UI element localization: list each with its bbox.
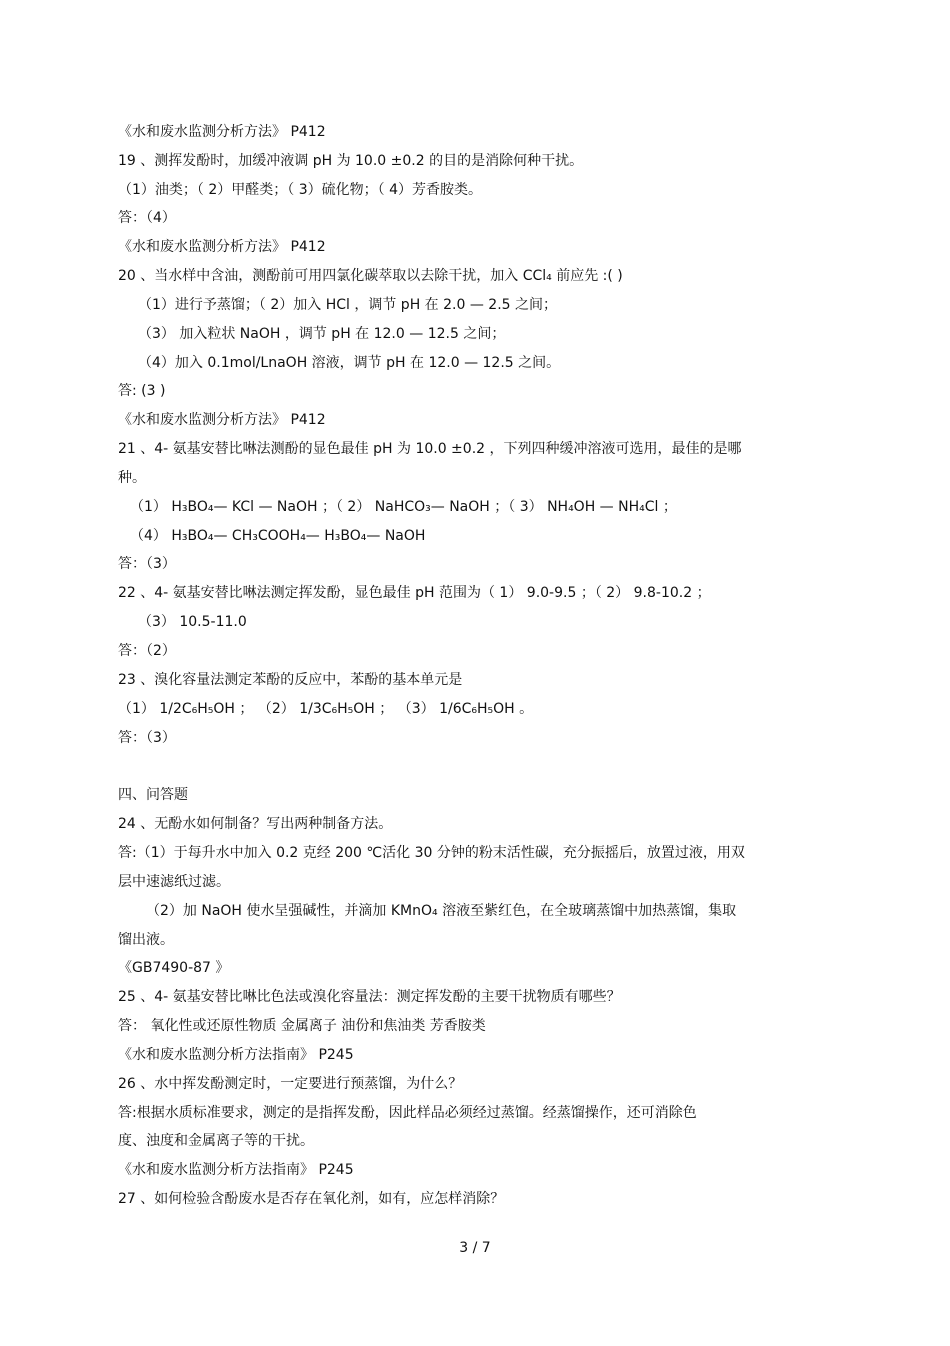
question-22: 22 、4- 氨基安替比啉法测定挥发酚，显色最佳 pH 范围为（ 1） 9.0-9.5 ；（ 2） 9.8-10.2 ； xyxy=(118,585,711,601)
answer-25: 答： 氧化性或还原性物质 金属离子 油份和焦油类 芳香胺类 xyxy=(118,1018,486,1034)
question-26: 26 、水中挥发酚测定时，一定要进行预蒸馏，为什么？ xyxy=(118,1076,463,1092)
answer-22: 答：（2） xyxy=(118,643,176,659)
question-21-options-1-3: （1） H₃BO₄— KCl — NaOH ；（ 2） NaHCO₃— NaOH ；（ 3） NH₄OH — NH₄Cl ； xyxy=(130,499,677,515)
question-21-continued: 种。 xyxy=(118,470,146,486)
reference-line: 《GB7490-87 》 xyxy=(118,960,230,976)
question-23-options: （1） 1/2C₆H₅OH ； （2） 1/3C₆H₅OH ； （3） 1/6C₆H₅OH 。 xyxy=(118,701,534,717)
page-number: 3 / 7 xyxy=(459,1240,491,1256)
answer-23: 答：（3） xyxy=(118,730,176,746)
answer-24-part-1-continued: 层中速滤纸过滤。 xyxy=(118,874,230,890)
question-19: 19 、测挥发酚时，加缓冲液调 pH 为 10.0 ±0.2 的目的是消除何种干扰。 xyxy=(118,153,584,169)
reference-line: 《水和废水监测分析方法》 P412 xyxy=(118,239,326,255)
question-22-option-3: （3） 10.5-11.0 xyxy=(138,614,247,630)
question-24: 24 、无酚水如何制备？写出两种制备方法。 xyxy=(118,816,393,832)
question-21: 21 、4- 氨基安替比啉法测酚的显色最佳 pH 为 10.0 ±0.2 ，下列四种缓冲溶液可选用，最佳的是哪 xyxy=(118,441,742,457)
answer-26: 答:根据水质标准要求，测定的是指挥发酚，因此样品必须经过蒸馏。经蒸馏操作，还可消除色 xyxy=(118,1105,697,1121)
question-20-option-3: （3） 加入粒状 NaOH ，调节 pH 在 12.0 — 12.5 之间； xyxy=(138,326,506,342)
answer-20: 答: (3 ) xyxy=(118,383,166,399)
question-23: 23 、溴化容量法测定苯酚的反应中，苯酚的基本单元是 xyxy=(118,672,463,688)
question-20-option-1-2: （1）进行予蒸馏；（ 2）加入 HCl ，调节 pH 在 2.0 — 2.5 之间； xyxy=(138,297,558,313)
question-27: 27 、如何检验含酚废水是否存在氧化剂，如有，应怎样消除？ xyxy=(118,1191,505,1207)
answer-21: 答：（3） xyxy=(118,556,176,572)
reference-line: 《水和废水监测分析方法指南》 P245 xyxy=(118,1162,354,1178)
answer-24-part-2: （2）加 NaOH 使水呈强碱性，并滴加 KMnO₄ 溶液至紫红色，在全玻璃蒸馏中加热蒸馏，集取 xyxy=(146,903,737,919)
section-heading: 四、问答题 xyxy=(118,787,188,803)
reference-line: 《水和废水监测分析方法》 P412 xyxy=(118,124,326,140)
question-20: 20 、当水样中含油，测酚前可用四氯化碳萃取以去除干扰，加入 CCl₄ 前应先 :( ) xyxy=(118,268,623,284)
question-25: 25 、4- 氨基安替比啉比色法或溴化容量法：测定挥发酚的主要干扰物质有哪些？ xyxy=(118,989,621,1005)
answer-19: 答：（4） xyxy=(118,210,176,226)
answer-26-continued: 度、浊度和金属离子等的干扰。 xyxy=(118,1133,314,1149)
reference-line: 《水和废水监测分析方法指南》 P245 xyxy=(118,1047,354,1063)
question-21-option-4: （4） H₃BO₄— CH₃COOH₄— H₃BO₄— NaOH xyxy=(130,528,426,544)
answer-24-part-1: 答:（1）于每升水中加入 0.2 克经 200 ℃活化 30 分钟的粉末活性碳，充分振摇后，放置过液，用双 xyxy=(118,845,745,861)
question-20-option-4: （4）加入 0.1mol/LnaOH 溶液，调节 pH 在 12.0 — 12.5 之间。 xyxy=(138,355,561,371)
reference-line: 《水和废水监测分析方法》 P412 xyxy=(118,412,326,428)
answer-24-part-2-continued: 馏出液。 xyxy=(118,932,174,948)
question-19-options: （1）油类；（ 2）甲醛类；（ 3）硫化物；（ 4）芳香胺类。 xyxy=(118,182,482,198)
